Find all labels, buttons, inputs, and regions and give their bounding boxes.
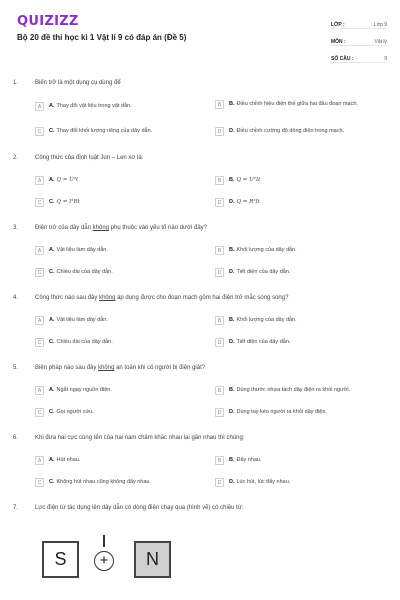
wire-cross-section-icon: + xyxy=(94,551,114,571)
option-key: D. xyxy=(229,199,235,205)
option-b[interactable] xyxy=(215,246,297,257)
option-c[interactable] xyxy=(35,268,113,279)
question-text: Biện pháp nào sau đây không an toàn khi có người bị điện giật? xyxy=(35,365,206,371)
option-a[interactable] xyxy=(35,102,132,113)
option-d[interactable] xyxy=(215,198,260,209)
option-formula: Q = U²t xyxy=(56,177,79,183)
question-text: Biến trở là một dụng cụ dùng để xyxy=(35,80,121,86)
option-key: D. xyxy=(229,409,235,415)
magnet-wire-diagram xyxy=(42,535,172,595)
question-number: 5. xyxy=(13,365,19,371)
option-key: A. xyxy=(49,457,55,463)
question-text: Lực điện từ tác dụng lên dây dẫn có dòng điện chạy qua (hình vẽ) có chiều từ: xyxy=(35,505,244,511)
option-letter: A xyxy=(35,316,44,325)
option-c[interactable] xyxy=(35,478,151,489)
option-letter: C xyxy=(35,127,44,136)
question-text: Điện trở của dây dẫn không phụ thuộc vào yếu tố nào dưới đây? xyxy=(35,225,208,231)
option-text: Khối lượng của dây dẫn. xyxy=(236,317,297,323)
option-letter: B xyxy=(215,100,224,109)
option-text: Chiều dài của dây dẫn. xyxy=(56,339,113,345)
option-formula: Q = R²It xyxy=(236,199,260,205)
option-key: C. xyxy=(49,409,55,415)
meta-value: 9 xyxy=(384,56,387,62)
worksheet-header xyxy=(0,0,400,64)
option-letter: C xyxy=(35,268,44,277)
option-text: Khối lượng của dây dẫn. xyxy=(236,247,297,253)
option-key: C. xyxy=(49,128,55,134)
option-d[interactable] xyxy=(215,338,290,349)
option-letter: B xyxy=(215,176,224,185)
option-key: D. xyxy=(229,269,235,275)
option-key: A. xyxy=(49,317,55,323)
option-letter: D xyxy=(215,338,224,347)
option-text: Đẩy nhau. xyxy=(236,457,262,463)
option-key: B. xyxy=(229,317,235,323)
option-text: Ngắt ngay nguồn điện. xyxy=(56,387,112,393)
option-formula: Q = U²It xyxy=(236,177,261,183)
option-a[interactable] xyxy=(35,456,80,467)
option-key: B. xyxy=(229,387,235,393)
option-key: B. xyxy=(229,101,235,107)
option-text: Chiều dài của dây dẫn. xyxy=(56,269,113,275)
option-letter: D xyxy=(215,408,224,417)
option-a[interactable] xyxy=(35,386,112,397)
question-text: Công thức nào sau đây không áp dụng được cho đoạn mạch gồm hai điện trở mắc song song? xyxy=(35,295,289,301)
option-key: A. xyxy=(49,387,55,393)
option-key: C. xyxy=(49,479,55,485)
option-letter: A xyxy=(35,246,44,255)
question-number: 1. xyxy=(13,80,19,86)
option-b[interactable] xyxy=(215,386,350,397)
south-pole: S xyxy=(42,541,79,578)
meta-label: MÔN : xyxy=(331,39,346,45)
option-text: Vật liệu làm dây dẫn. xyxy=(56,247,108,253)
option-letter: A xyxy=(35,102,44,111)
option-text: Điều chỉnh hiệu điện thế giữa hai đầu đoạn mạch. xyxy=(236,101,358,107)
meta-row-grade xyxy=(331,12,387,29)
question-number: 2. xyxy=(13,155,19,161)
option-text: Dùng thước nhựa tách dây điện ra khỏi người. xyxy=(236,387,351,393)
option-letter: B xyxy=(215,456,224,465)
quizizz-logo: QUIZIZZ xyxy=(17,14,79,29)
option-letter: B xyxy=(215,316,224,325)
option-a[interactable] xyxy=(35,316,108,327)
option-letter: C xyxy=(35,478,44,487)
option-key: D. xyxy=(229,479,235,485)
option-letter: C xyxy=(35,198,44,207)
option-letter: B xyxy=(215,386,224,395)
option-key: D. xyxy=(229,128,235,134)
option-c[interactable] xyxy=(35,408,94,419)
option-key: B. xyxy=(229,457,235,463)
option-b[interactable] xyxy=(215,176,260,187)
meta-value: Vật lý xyxy=(374,39,387,45)
option-letter: C xyxy=(35,408,44,417)
option-d[interactable] xyxy=(215,127,344,138)
meta-row-count xyxy=(331,46,387,63)
option-text: Vật liệu làm dây dẫn. xyxy=(56,317,108,323)
option-text: Không hút nhau cũng không đẩy nhau. xyxy=(56,479,151,485)
option-letter: B xyxy=(215,246,224,255)
option-letter: A xyxy=(35,456,44,465)
option-key: C. xyxy=(49,199,55,205)
option-text: Thay đổi vật liệu trong vật dẫn. xyxy=(56,103,132,109)
option-text: Điều chỉnh cường độ dòng điện trong mạch. xyxy=(236,128,345,134)
option-c[interactable] xyxy=(35,127,152,138)
meta-label: SỐ CÂU : xyxy=(331,56,354,62)
option-text: Thay đổi khối lượng riêng của dây dẫn. xyxy=(56,128,153,134)
option-c[interactable] xyxy=(35,198,80,209)
worksheet-title: Bộ 20 đề thi học kì 1 Vật lí 9 có đáp án (Đề 5) xyxy=(17,33,187,42)
option-letter: A xyxy=(35,176,44,185)
option-text: Hút nhau. xyxy=(56,457,81,463)
option-key: B. xyxy=(229,177,235,183)
option-d[interactable] xyxy=(215,408,327,419)
option-a[interactable] xyxy=(35,246,108,257)
question-text: Khi đưa hai cực cùng tên của hai nam châm khác nhau lại gần nhau thì chúng: xyxy=(35,435,245,441)
option-key: C. xyxy=(49,339,55,345)
meta-row-subject xyxy=(331,29,387,46)
option-b[interactable] xyxy=(215,456,262,467)
north-pole: N xyxy=(134,541,171,578)
option-c[interactable] xyxy=(35,338,113,349)
option-text: Lúc hút, lúc đẩy nhau. xyxy=(236,479,291,485)
option-b[interactable] xyxy=(215,100,359,111)
option-key: C. xyxy=(49,269,55,275)
question-text: Công thức của định luật Jun – Len xơ là: xyxy=(35,155,144,161)
meta-value: Lớp 9 xyxy=(373,22,387,28)
worksheet-meta xyxy=(331,12,387,63)
option-d[interactable] xyxy=(215,478,290,489)
question-number: 6. xyxy=(13,435,19,441)
option-key: D. xyxy=(229,339,235,345)
option-d[interactable] xyxy=(215,268,290,279)
option-letter: D xyxy=(215,268,224,277)
option-key: A. xyxy=(49,103,55,109)
option-text: Tiết diện của dây dẫn. xyxy=(236,269,291,275)
question-number: 4. xyxy=(13,295,19,301)
option-letter: D xyxy=(215,127,224,136)
question-number: 7. xyxy=(13,505,19,511)
option-formula: Q = I²Rt xyxy=(56,199,80,205)
question-number: 3. xyxy=(13,225,19,231)
option-letter: D xyxy=(215,478,224,487)
option-text: Tiết diện của dây dẫn. xyxy=(236,339,291,345)
option-b[interactable] xyxy=(215,316,297,327)
current-line xyxy=(103,535,105,547)
option-key: B. xyxy=(229,247,235,253)
option-key: A. xyxy=(49,247,55,253)
option-letter: C xyxy=(35,338,44,347)
option-text: Dùng tay kéo người ra khỏi dây điện. xyxy=(236,409,327,415)
meta-label: LỚP : xyxy=(331,22,345,28)
option-a[interactable] xyxy=(35,176,78,187)
option-letter: D xyxy=(215,198,224,207)
option-key: A. xyxy=(49,177,55,183)
option-text: Gọi người cứu. xyxy=(56,409,94,415)
option-letter: A xyxy=(35,386,44,395)
